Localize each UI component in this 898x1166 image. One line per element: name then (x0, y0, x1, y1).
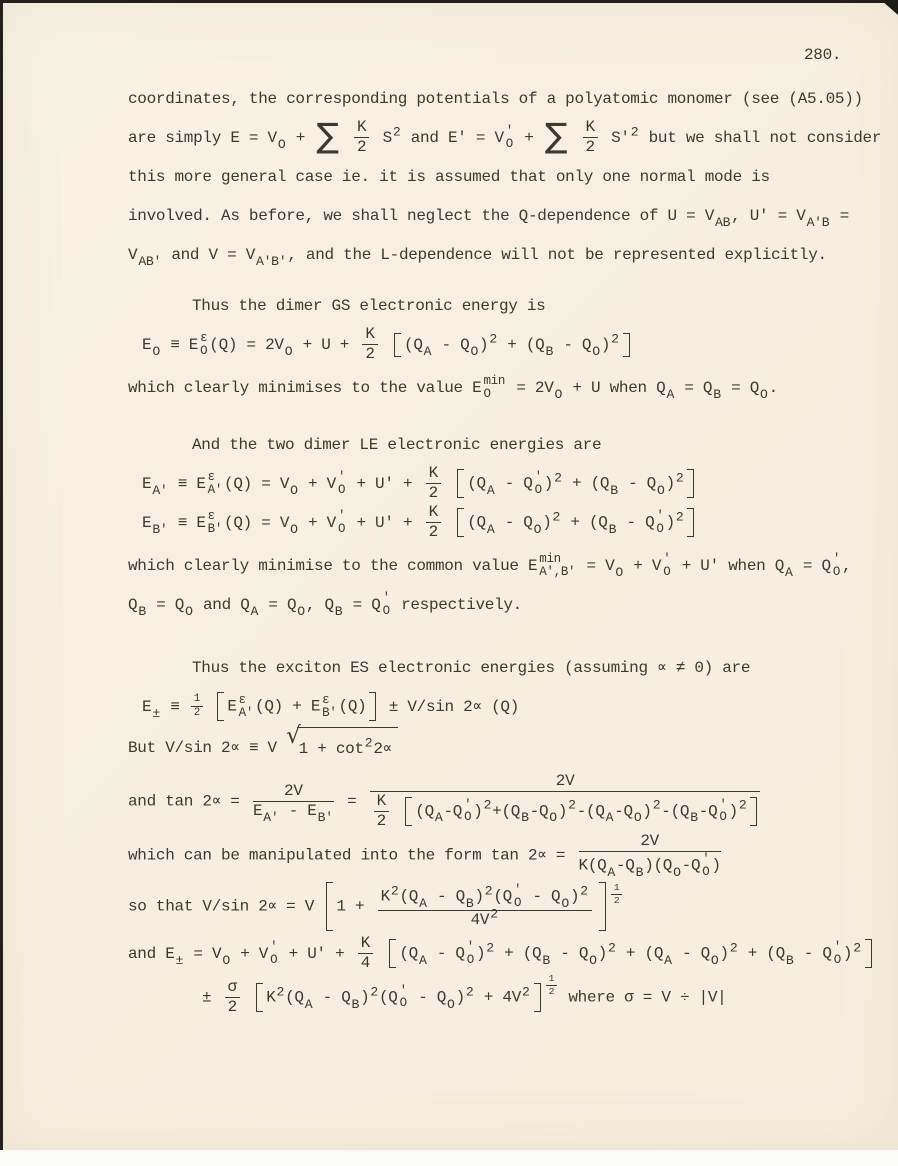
eq-tan-2alpha: and tan 2∝ = $\frac{2V}{EA' - EB'}$ = 2V $\frac{K}{2}$ (QA-Q ' O )2+(QB-QO)2-(QA-QO)2-(QB-Q ' O )2 (128, 773, 894, 829)
page-number: 280. (804, 46, 842, 64)
le-minimum-line-1: which clearly minimise to the common value E min A',B' = VO + V ' O + U' when QA = Q ' O , (128, 552, 852, 580)
eq-vsin-identity: But V/sin 2∝ ≡ V √1 + cot22∝ (128, 727, 894, 769)
intro-line-1: coordinates, the corresponding potentials of a polyatomic monomer (see (A5.05)) (128, 90, 863, 108)
eq-exciton-energy-full-2: ± $\frac{\sigma}{2}$ K2(QA - QB)2(Q ' O - QO)2 + 4V2 $\frac{1}{2}$ where σ = V ÷ |V| (202, 972, 727, 1016)
gs-minimum-line: which clearly minimises to the value E min O = 2VO + U when QA = QB = QO. (128, 374, 778, 402)
le-minimum-line-2: QB = QO and QA = QO, QB = Q ' O respectively. (128, 591, 522, 619)
eq-le-energy-b: EB' ≡ E ε B' (Q) = VO + V ' O + U' + $\frac{K}{2}$ (QA - QO)2 + (QB - Q ' O )2 (128, 504, 894, 543)
eq-ground-state-energy: EO ≡ E ε O (Q) = 2VO + U + $\frac{K}{2}$ (QA - QO)2 + (QB - QO)2 (128, 326, 894, 365)
eq-tan-2alpha-simplified: which can be manipulated into the form tan 2∝ = 2V K(QA-QB)(QO-Q ' O ) (128, 832, 721, 880)
le-heading: And the two dimer LE electronic energies are (192, 436, 602, 454)
gs-heading: Thus the dimer GS electronic energy is (192, 297, 546, 315)
eq-vsin-result: so that V/sin 2∝ = V 1 + K2(QA - QB)2(Q ' O - QO)2 4V2 $\frac{1}{2}$ (128, 882, 894, 931)
intro-line-2: are simply E = VO + ∑ $\frac{K}{2}$ S2 and E' = V ' O + ∑ $\frac{K}{2}$ S'2 but we shall not consider (128, 116, 882, 157)
intro-line-3: this more general case ie. it is assumed that only one normal mode is (128, 168, 770, 186)
eq-le-energy-a: EA' ≡ E ε A' (Q) = VO + V ' O + U' + $\frac{K}{2}$ (QA - Q ' O )2 + (QB - QO)2 (128, 465, 894, 504)
eq-exciton-energy: E± ≡ $\frac{1}{2}$ E ε A' (Q) + E ε B' (Q) ± V/sin 2∝ (Q) (142, 692, 519, 721)
intro-line-5: VAB' and V = VA'B', and the L-dependence will not be represented explicitly. (128, 246, 827, 269)
intro-line-4: involved. As before, we shall neglect the Q-dependence of U = VAB, U' = VA'B = (128, 207, 849, 230)
exciton-heading: Thus the exciton ES electronic energies (assuming ∝ ≠ 0) are (192, 659, 751, 677)
scan-backing (0, 1150, 898, 1166)
eq-exciton-energy-full: and E± = VO + V ' O + U' + $\frac{K}{4}$ (QA - Q ' O )2 + (QB - QO)2 + (QA - QO)2 + (QB - Q ' O )2 (128, 935, 894, 974)
